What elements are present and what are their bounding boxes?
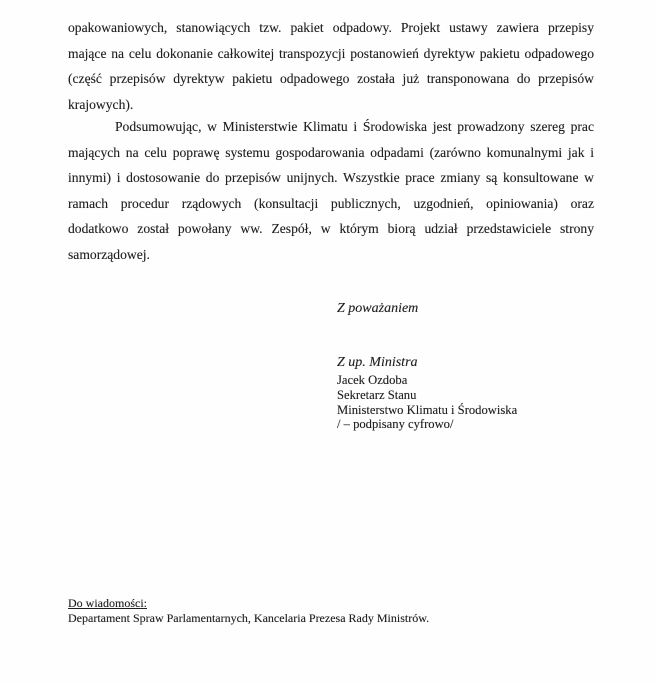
signatory-title: Sekretarz Stanu xyxy=(337,387,417,402)
signature-block xyxy=(337,355,517,432)
signatory-organization: Ministerstwo Klimatu i Środowiska xyxy=(337,402,518,417)
cc-label: Do wiadomości: xyxy=(68,596,147,610)
body-paragraph-continuation: opakowaniowych, stanowiących tzw. pakiet odpadowy. Projekt ustawy zawiera przepisy mające na celu dokonanie całkowitej transpozycji postanowień dyrektyw pakietu odpadowego (część przepisów dyrektyw pakietu odpadowego została już transponowana do przepisów krajowych). xyxy=(68,20,594,112)
signatory-name: Jacek Ozdoba xyxy=(337,373,408,387)
cc-section xyxy=(68,596,429,625)
closing-phrase: Z poważaniem xyxy=(337,301,419,316)
body-paragraph-summary: Podsumowując, w Ministerstwie Klimatu i Środowiska jest prowadzony szereg prac mających na celu poprawę systemu gospodarowania odpadami (zarówno komunalnymi jak i innymi) i dostosowanie do przepisów unijnych. Wszystkie prace zmiany są konsultowane w ramach procedur rządowych (konsultacji publicznych, uzgodnień, opiniowania) oraz dodatkowo został powołany ww. Zespół, w którym biorą udział przedstawiciele strony samorządowej. xyxy=(68,119,594,262)
signature-on-behalf: Z up. Ministra xyxy=(337,355,418,370)
cc-recipients: Departament Spraw Parlamentarnych, Kancelaria Prezesa Rady Ministrów. xyxy=(68,610,430,625)
digital-signature-note: / – podpisany cyfrowo/ xyxy=(337,417,454,432)
